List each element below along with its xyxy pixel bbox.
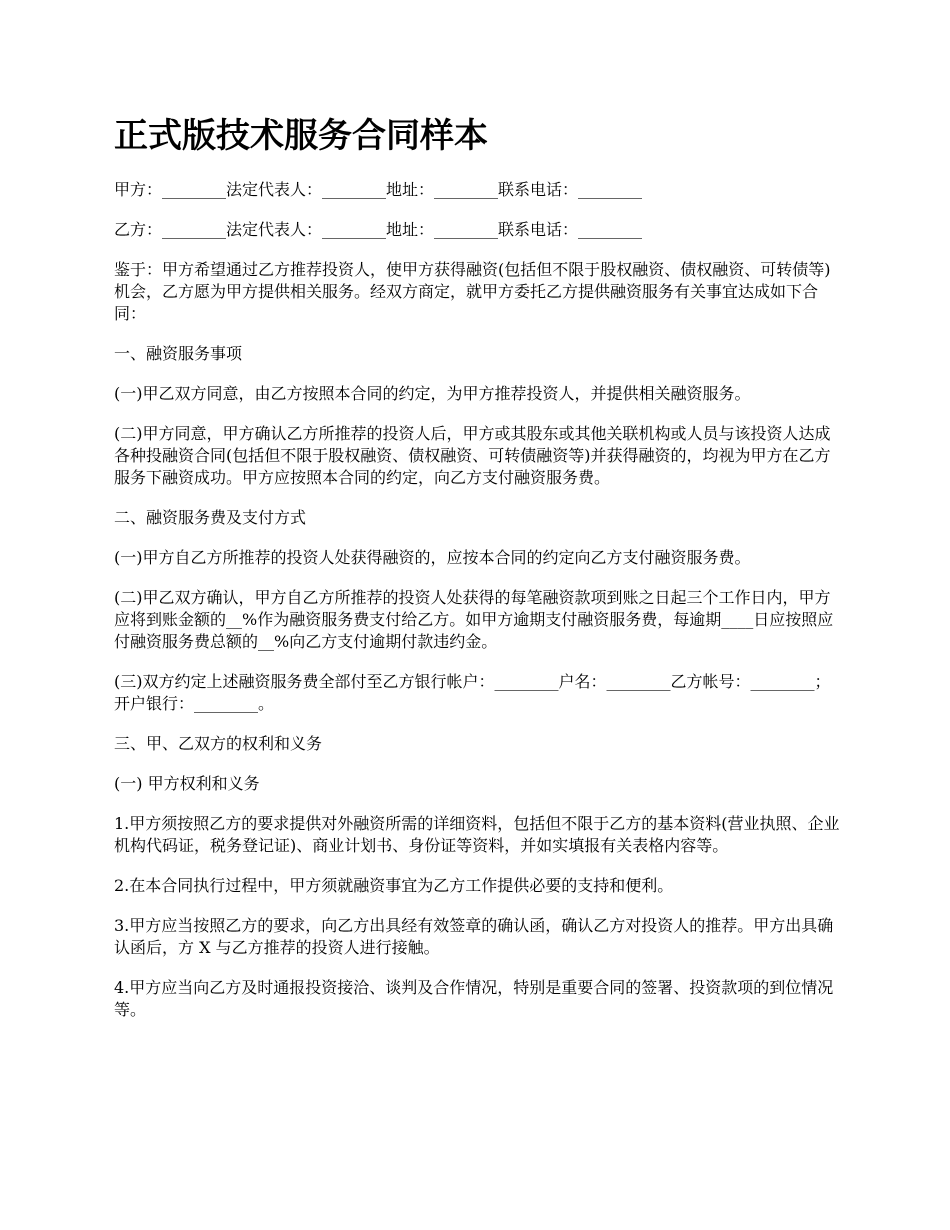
- item-3-1-4: 4.甲方应当向乙方及时通报投资接洽、谈判及合作情况，特别是重要合同的签署、投资款项的到位情况等。: [114, 978, 834, 1019]
- item-3-1-1: 1.甲方须按照乙方的要求提供对外融资所需的详细资料，包括但不限于乙方的基本资料(营业执照、企业机构代码证，税务登记证)、商业计划书、身份证等资料，并如实填报有关表格内容等。: [114, 814, 840, 855]
- party-a-line: 甲方：________法定代表人：________地址：________联系电话：________: [114, 180, 643, 199]
- subsection-heading-3-1: (一) 甲方权利和义务: [114, 774, 260, 793]
- item-3-1-2: 2.在本合同执行过程中，甲方须就融资事宜为乙方工作提供必要的支持和便利。: [114, 876, 674, 895]
- clause-1-1: (一)甲乙双方同意，由乙方按照本合同的约定，为甲方推荐投资人，并提供相关融资服务。: [114, 384, 751, 403]
- clause-2-3: (三)双方约定上述融资服务费全部付至乙方银行帐户：________户名：________乙方帐号：________；开户银行：________。: [114, 672, 831, 713]
- clause-2-1: (一)甲方自乙方所推荐的投资人处获得融资的，应按本合同的约定向乙方支付融资服务费。: [114, 548, 751, 567]
- clause-2-2: (二)甲乙双方确认，甲方自乙方所推荐的投资人处获得的每笔融资款项到账之日起三个工作日内，甲方应将到账金额的__%作为融资服务费支付给乙方。如甲方逾期支付融资服务费，每逾期____日应按照应付融资服务费总额的__%向乙方支付逾期付款违约金。: [114, 588, 834, 651]
- party-b-line: 乙方：________法定代表人：________地址：________联系电话：________: [114, 220, 643, 239]
- preamble-paragraph: 鉴于：甲方希望通过乙方推荐投资人，使甲方获得融资(包括但不限于股权融资、债权融资、可转债等)机会，乙方愿为甲方提供相关服务。经双方商定，就甲方委托乙方提供融资服务有关事宜达成如下合同：: [114, 260, 831, 323]
- clause-1-2: (二)甲方同意，甲方确认乙方所推荐的投资人后，甲方或其股东或其他关联机构或人员与该投资人达成各种投融资合同(包括但不限于股权融资、债权融资、可转债融资等)并获得融资的，均视为甲方在乙方服务下融资成功。甲方应按照本合同的约定，向乙方支付融资服务费。: [114, 424, 831, 487]
- document-page: [114, 112, 844, 1039]
- item-3-1-3: 3.甲方应当按照乙方的要求，向乙方出具经有效签章的确认函，确认乙方对投资人的推荐。甲方出具确认函后，方 X 与乙方推荐的投资人进行接触。: [114, 916, 834, 957]
- document-title: 正式版技术服务合同样本: [114, 116, 488, 156]
- section-heading-2: 二、融资服务费及支付方式: [114, 508, 307, 527]
- section-heading-1: 一、融资服务事项: [114, 344, 243, 363]
- section-heading-3: 三、甲、乙双方的权利和义务: [114, 734, 323, 753]
